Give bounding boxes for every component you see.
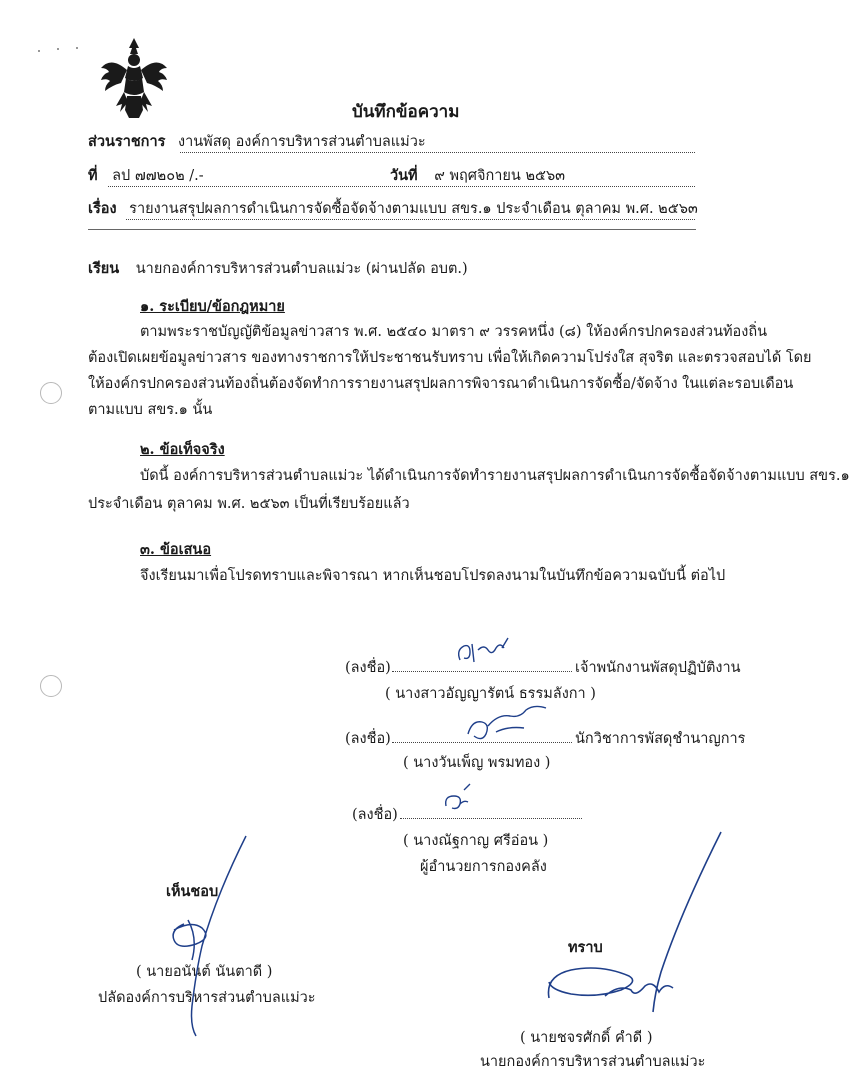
department-value: งานพัสดุ องค์การบริหารส่วนตำบลแม่วะ xyxy=(178,134,426,150)
sign-line xyxy=(400,818,582,819)
department-line xyxy=(88,130,426,153)
ref-value: ลป ๗๗๒๐๒ /.- xyxy=(112,168,204,184)
to-value: นายกองค์การบริหารส่วนตำบลแม่วะ (ผ่านปลัด อบต.) xyxy=(135,261,468,277)
section1-line: ต้องเปิดเผยข้อมูลข่าวสาร ของทางราชการให้ประชาชนรับทราบ เพื่อให้เกิดความโปร่งใส สุจริต และตรวจสอบได้ โดย xyxy=(88,350,812,366)
sign-label: (ลงชื่อ) xyxy=(345,660,391,676)
approve-left-title: ปลัดองค์การบริหารส่วนตำบลแม่วะ xyxy=(98,990,316,1006)
section3-line: จึงเรียนมาเพื่อโปรดทราบและพิจารณา หากเห็นชอบโปรดลงนามในบันทึกข้อความฉบับนี้ ต่อไป xyxy=(140,568,726,584)
sign-label: (ลงชื่อ) xyxy=(345,731,391,747)
sig1-name: ( นางสาวอัญญารัตน์ ธรรมลังกา ) xyxy=(385,686,596,702)
scan-speck xyxy=(57,48,59,50)
header-divider xyxy=(88,229,696,230)
section2-heading: ๒. ข้อเท็จจริง xyxy=(140,441,225,458)
section1-heading: ๑. ระเบียบ/ข้อกฎหมาย xyxy=(140,298,285,315)
subject-line xyxy=(88,197,698,220)
approve-left-name: ( นายอนันต์ นันตาดี ) xyxy=(136,964,273,980)
signature-approve-right-icon xyxy=(535,828,735,1023)
approve-right-name: ( นายชจรศักดิ์ คำดี ) xyxy=(520,1030,653,1046)
to-label: เรียน xyxy=(88,260,120,277)
department-label: ส่วนราชการ xyxy=(88,133,166,150)
signature-3-icon xyxy=(438,782,478,818)
ref-line xyxy=(88,164,204,187)
signature-1-icon xyxy=(448,630,518,670)
sign-label: (ลงชื่อ) xyxy=(352,807,398,823)
scan-speck xyxy=(76,47,78,49)
memo-title: บันทึกข้อความ xyxy=(352,102,460,122)
sig3-title: ผู้อำนวยการกองคลัง xyxy=(420,859,547,875)
signature-2-icon xyxy=(460,704,555,748)
section1-line: ให้องค์กรปกครองส่วนท้องถิ่นต้องจัดทำการรายงานสรุปผลการพิจารณาดำเนินการจัดซื้อ/จัดจ้าง ในแต่ละรอบเดือน xyxy=(88,376,794,392)
approve-right-title: นายกองค์การบริหารส่วนตำบลแม่วะ xyxy=(480,1054,706,1070)
to-line xyxy=(88,257,468,280)
signature-approve-left-icon xyxy=(160,832,260,1044)
garuda-emblem-icon xyxy=(97,36,171,120)
approve-left-label: เห็นชอบ xyxy=(166,883,219,900)
department-underline xyxy=(180,152,695,153)
ref-underline xyxy=(108,186,695,187)
subject-value: รายงานสรุปผลการดำเนินการจัดซื้อจัดจ้างตามแบบ สขร.๑ ประจำเดือน ตุลาคม พ.ศ. ๒๕๖๓ xyxy=(129,201,698,217)
sig1-title: เจ้าพนักงานพัสดุปฏิบัติงาน xyxy=(575,660,741,676)
sig3-name: ( นางณัฐกาญ ศรีอ่อน ) xyxy=(403,833,549,849)
approve-right-label: ทราบ xyxy=(568,939,603,956)
date-line xyxy=(390,164,565,187)
ref-label: ที่ xyxy=(88,167,98,184)
section1-line: ตามแบบ สขร.๑ นั้น xyxy=(88,402,213,418)
section2-line: บัดนี้ องค์การบริหารส่วนตำบลแม่วะ ได้ดำเนินการจัดทำรายงานสรุปผลการดำเนินการจัดซื้อจัดจ้างตามแบบ สขร.๑ xyxy=(140,468,850,484)
subject-label: เรื่อง xyxy=(88,200,117,217)
sig2-name: ( นางวันเพ็ญ พรมทอง ) xyxy=(403,755,551,771)
sign-line xyxy=(392,671,572,672)
date-value: ๙ พฤศจิกายน ๒๕๖๓ xyxy=(434,168,566,184)
sig2-title: นักวิชาการพัสดุชำนาญการ xyxy=(575,731,746,747)
section3-heading: ๓. ข้อเสนอ xyxy=(140,541,212,558)
punch-hole xyxy=(40,382,62,404)
date-label: วันที่ xyxy=(390,167,418,184)
section1-line: ตามพระราชบัญญัติข้อมูลข่าวสาร พ.ศ. ๒๕๔๐ มาตรา ๙ วรรคหนึ่ง (๘) ให้องค์กรปกครองส่วนท้องถิ่น xyxy=(140,324,768,340)
scan-speck xyxy=(38,50,40,52)
section2-line: ประจำเดือน ตุลาคม พ.ศ. ๒๕๖๓ เป็นที่เรียบร้อยแล้ว xyxy=(88,496,410,512)
punch-hole xyxy=(40,675,62,697)
subject-underline xyxy=(126,219,695,220)
